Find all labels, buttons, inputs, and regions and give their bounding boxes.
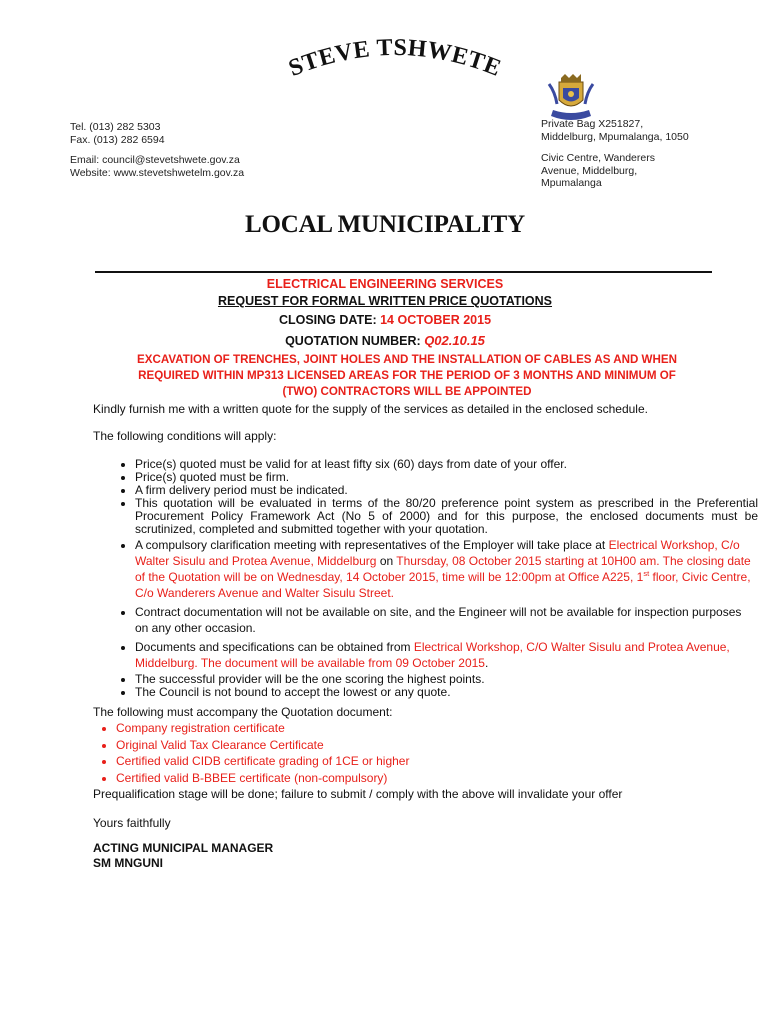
quotation-number-value: Q02.10.15 xyxy=(424,333,485,348)
closing-details: starting at 10H00 am. The closing date of the Quotation will be on Wednesday, 14 October 2015, time will be 12:00pm at Office A225, 1 xyxy=(135,554,751,584)
condition-item xyxy=(135,639,758,671)
closing-salutation: Yours faithfully xyxy=(93,816,171,830)
meeting-text: A compulsory clarification meeting with representatives of the Employer will take place at xyxy=(135,538,609,552)
condition-item: • The successful provider will be the one scoring the highest points. xyxy=(135,673,758,686)
prequalification-note: Prequalification stage will be done; failure to submit / comply with the above will invalidate your offer xyxy=(93,787,623,801)
required-document-item: • Certified valid CIDB certificate grading of 1CE or higher xyxy=(116,753,736,770)
meeting-text-on: on xyxy=(376,554,397,568)
closing-date-line xyxy=(0,313,770,327)
website-address[interactable]: Website: www.stevetshwetelm.gov.za xyxy=(70,166,245,179)
email-address[interactable]: Email: council@stevetshwete.gov.za xyxy=(70,154,240,166)
condition-item: • This quotation will be evaluated in terms of the 80/20 preference point system as prescribed in the Preferential Procurement Policy Framework Act (No 5 of 2000) and for this purpose, the enclosed documents must be scrutinized, completed and submitted together with your quotation. xyxy=(135,497,758,536)
postal-address xyxy=(541,118,689,143)
coat-of-arms-logo xyxy=(541,72,601,120)
meeting-date: Thursday, 08 October 2015 xyxy=(396,554,542,568)
condition-item: • Price(s) quoted must be firm. xyxy=(135,471,758,484)
postal-line-2: Middelburg, Mpumalanga, 1050 xyxy=(541,130,689,143)
floor-ordinal: st xyxy=(643,569,650,578)
condition-item xyxy=(135,537,758,601)
physical-address xyxy=(541,152,655,190)
meeting-venue: Electrical Workshop, C/o Walter Sisulu and Protea Avenue, Middelburg xyxy=(135,538,740,568)
scope-line-3: (TWO) CONTRACTORS WILL BE APPOINTED xyxy=(282,385,532,398)
condition-item: • Price(s) quoted must be valid for at least fifty six (60) days from date of your offer. xyxy=(135,458,758,471)
letterhead-title-arc xyxy=(270,20,520,90)
intro-paragraph: Kindly furnish me with a written quote for the supply of the services as detailed in the enclosed schedule. xyxy=(93,402,648,416)
svg-text:STEVE TSHWETE xyxy=(285,35,505,82)
required-document-item: • Certified valid B-BBEE certificate (non-compulsory) xyxy=(116,770,736,787)
physical-line-1: Civic Centre, Wanderers xyxy=(541,152,655,164)
header-divider xyxy=(95,271,712,273)
subject-heading: REQUEST FOR FORMAL WRITTEN PRICE QUOTATIONS xyxy=(217,294,553,308)
condition-item: • Contract documentation will not be available on site, and the Engineer will not be available for inspection purposes on any other occasion. xyxy=(135,604,758,636)
required-documents-list xyxy=(93,720,736,786)
fax: Fax. (013) 282 6594 xyxy=(70,133,165,146)
closing-date-label: CLOSING DATE: xyxy=(278,313,381,327)
documents-intro: The following must accompany the Quotation document: xyxy=(93,705,393,719)
condition-item: • The Council is not bound to accept the lowest or any quote. xyxy=(135,686,758,699)
documents-location: Electrical Workshop, C/O Walter Sisulu and Protea Avenue, Middelburg. The document will be available from 09 October 2015 xyxy=(135,640,730,670)
physical-line-2: Avenue, Middelburg, xyxy=(541,164,638,177)
postal-line-1: Private Bag X251827, xyxy=(541,118,644,130)
closing-venue: floor, Civic Centre, C/o Wanderers Avenue and Walter Sisulu Street. xyxy=(135,570,751,600)
scope-line-2: REQUIRED WITHIN MP313 LICENSED AREAS FOR THE PERIOD OF 3 MONTHS AND MINIMUM OF xyxy=(138,369,676,382)
required-document-item: • Company registration certificate xyxy=(116,720,736,737)
quotation-number-label: QUOTATION NUMBER: xyxy=(285,334,425,348)
telephone: Tel. (013) 282 5303 xyxy=(70,121,161,133)
physical-line-3: Mpumalanga xyxy=(541,177,602,189)
conditions-intro: The following conditions will apply: xyxy=(93,429,277,443)
department-heading: ELECTRICAL ENGINEERING SERVICES xyxy=(266,277,504,291)
project-scope xyxy=(92,352,722,400)
signatory-title: ACTING MUNICIPAL MANAGER xyxy=(93,841,274,855)
quotation-number-line xyxy=(0,333,770,348)
municipality-name-bottom: LOCAL MUNICIPALITY xyxy=(245,211,525,238)
conditions-list xyxy=(95,458,758,699)
condition-item: • A firm delivery period must be indicated. xyxy=(135,484,758,497)
documents-text: Documents and specifications can be obtained from xyxy=(135,640,414,654)
required-document-item: • Original Valid Tax Clearance Certificate xyxy=(116,737,736,754)
closing-date-value: 14 OCTOBER 2015 xyxy=(380,313,492,327)
documents-period: . xyxy=(484,656,489,670)
municipality-name-top: STEVE TSHWETE xyxy=(285,34,505,82)
contact-phone xyxy=(70,121,165,146)
signature-block xyxy=(93,841,273,871)
contact-online xyxy=(70,154,244,179)
scope-line-1: EXCAVATION OF TRENCHES, JOINT HOLES AND THE INSTALLATION OF CABLES AS AND WHEN xyxy=(137,353,677,366)
signatory-name: SM MNGUNI xyxy=(93,856,163,870)
